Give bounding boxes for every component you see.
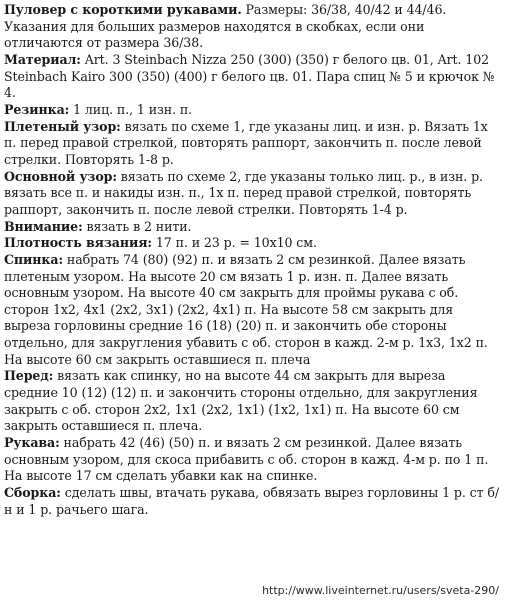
gauge-label: Плотность вязания: xyxy=(4,235,152,251)
materials-label: Материал: xyxy=(4,51,81,67)
braided-pattern-label: Плетеный узор: xyxy=(4,118,121,134)
title-label: Пуловер с короткими рукавами. xyxy=(4,2,242,17)
gauge-text: 17 п. и 23 р. = 10х10 см. xyxy=(151,235,317,251)
sleeves-text: набрать 42 (46) (50) п. и вязать 2 см резинкой. Далее вязать основным узором, для скоса прибавить с об. сторон в кажд. 4-м р. по 1 п. На высоте 17 см сделать убавки как на спинке. xyxy=(4,435,489,484)
back-paragraph xyxy=(4,252,503,369)
attention-text: вязать в 2 нити. xyxy=(82,218,192,234)
braided-pattern-text: вязать по схеме 1, где указаны лиц. и изн. р. Вязать 1х п. перед правой стрелкой, повторять раппорт, закончить п. после левой стрелки. Повторять 1-8 р. xyxy=(4,118,488,167)
ribbing-text: 1 лиц. п., 1 изн. п. xyxy=(69,101,193,117)
main-pattern-label: Основной узор: xyxy=(4,168,117,184)
materials-text: Art. 3 Steinbach Nizza 250 (300) (350) г белого цв. 01, Art. 102 Steinbach Kairo 300 (350) (400) г белого цв. 01. Пара спиц № 5 и крючок № 4. xyxy=(4,51,495,101)
title-paragraph xyxy=(4,2,503,52)
source-watermark-link[interactable]: http://www.liveinternet.ru/users/sveta-290/ xyxy=(262,584,499,597)
materials-paragraph xyxy=(4,52,503,102)
attention-label: Внимание: xyxy=(4,218,83,234)
main-pattern-paragraph xyxy=(4,169,503,219)
front-paragraph xyxy=(4,368,503,435)
front-text: вязать как спинку, но на высоте 44 см закрыть для выреза средние 10 (12) (12) п. и закончить стороны отдельно, для закругления закрыть с об. сторон 2х2, 1х1 (2х2, 1х1) (1х2, 1х1) п. На высоте 60 см закрыть оставшиеся п. плеча. xyxy=(4,368,478,434)
gauge-paragraph xyxy=(4,235,503,252)
sleeves-label: Рукава: xyxy=(4,435,60,451)
front-label: Перед: xyxy=(4,368,54,384)
assembly-paragraph xyxy=(4,485,503,518)
back-text: набрать 74 (80) (92) п. и вязать 2 см резинкой. Далее вязать плетеным узором. На высоте 20 см вязать 1 р. изн. п. Далее вязать основным узором. На высоте 40 см закрыть для проймы рукава с об. сторон 1х2, 4х1 (2х2, 3х1) (2х2, 4х1) п. На высоте 58 см закрыть для выреза горловины средние 16 (18) (20) п. и закончить обе стороны отдельно, для закругления убавить с об. сторон в кажд. 2-м р. 1х3, 1х2 п. На высоте 60 см закрыть оставшиеся п. плеча xyxy=(4,251,488,367)
sleeves-paragraph xyxy=(4,435,503,485)
title-text: Размеры: 36/38, 40/42 и 44/46. Указания для больших размеров находятся в скобках, если они отличаются от размера 36/38. xyxy=(4,2,447,51)
assembly-text: сделать швы, втачать рукава, обвязать вырез горловины 1 р. ст б/н и 1 р. рачьего шага. xyxy=(4,485,500,517)
attention-paragraph xyxy=(4,219,503,236)
braided-pattern-paragraph xyxy=(4,119,503,169)
main-pattern-text: вязать по схеме 2, где указаны только лиц. р., в изн. р. вязать все п. и накиды изн. п., 1х п. перед правой стрелкой, повторять раппорт, закончить п. после левой стрелки. Повторять 1-4 р. xyxy=(4,168,483,217)
ribbing-paragraph xyxy=(4,102,503,119)
pattern-document xyxy=(4,2,503,518)
ribbing-label: Резинка: xyxy=(4,101,70,117)
assembly-label: Сборка: xyxy=(4,485,61,501)
back-label: Спинка: xyxy=(4,251,64,267)
